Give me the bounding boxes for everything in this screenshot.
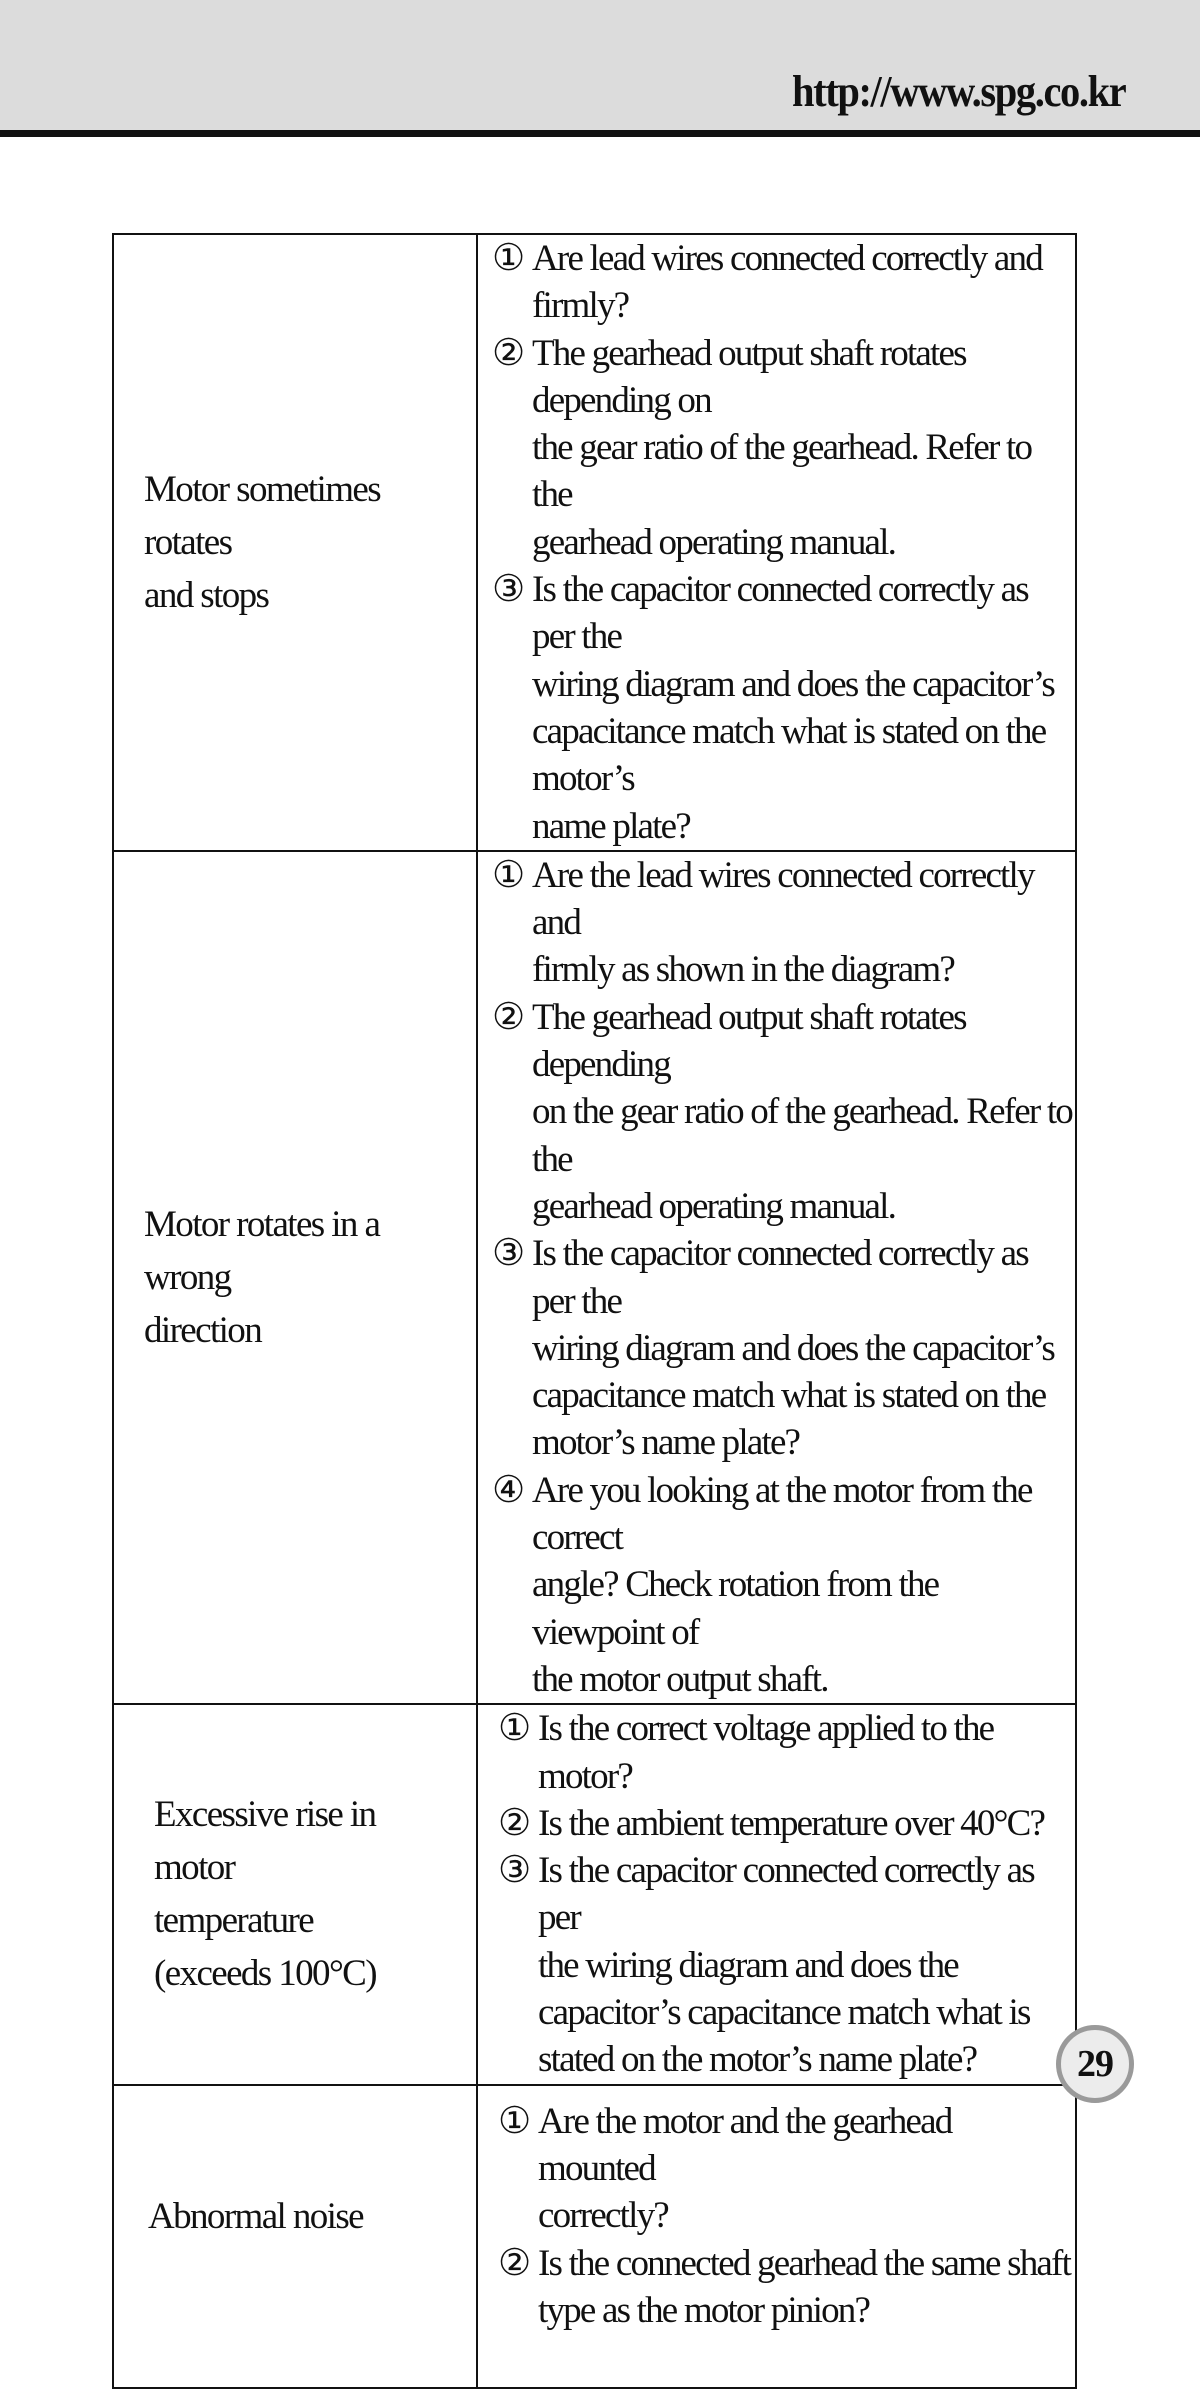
header-band bbox=[0, 0, 1200, 137]
checklist-cell bbox=[477, 1704, 1076, 2084]
symptom-cell bbox=[113, 1704, 477, 2084]
symptom-text: Abnormal noise bbox=[148, 2195, 363, 2237]
table-row bbox=[113, 1704, 1076, 2084]
item-number: ② bbox=[492, 996, 524, 1038]
checklist-cell bbox=[477, 234, 1076, 851]
check-item bbox=[498, 2240, 1075, 2335]
item-number: ③ bbox=[498, 1850, 530, 1892]
table-row bbox=[113, 234, 1076, 851]
item-number: ① bbox=[498, 2100, 530, 2142]
table-row bbox=[113, 2085, 1076, 2388]
check-item bbox=[498, 1705, 1075, 1800]
check-item bbox=[498, 1800, 1075, 1847]
checklist-cell bbox=[477, 851, 1076, 1704]
check-item bbox=[492, 566, 1075, 850]
check-text: The gearhead output shaft rotates depending on the gear ratio of the gearhead. Refer to the gearhead operating manual. bbox=[532, 332, 1032, 563]
check-text: Is the capacitor connected correctly as per the wiring diagram and does the capacitor’s capacitance match what is stated on the motor’s name plate? bbox=[538, 1850, 1034, 2081]
check-text: Are you looking at the motor from the correct angle? Check rotation from the viewpoint of the motor output shaft. bbox=[532, 1469, 1032, 1700]
item-number: ② bbox=[498, 1802, 530, 1844]
check-item bbox=[492, 1467, 1075, 1703]
check-text: Is the connected gearhead the same shaft type as the motor pinion? bbox=[538, 2242, 1071, 2332]
check-item bbox=[492, 994, 1075, 1230]
symptom-text: Excessive rise in motor temperature (exceeds 100°C) bbox=[154, 1794, 376, 1995]
symptom-cell bbox=[113, 2085, 477, 2388]
check-item bbox=[498, 2098, 1075, 2240]
website-url: http://www.spg.co.kr bbox=[791, 67, 1125, 116]
check-item bbox=[492, 330, 1075, 566]
table-row bbox=[113, 851, 1076, 1704]
symptom-text: Motor sometimes rotates and stops bbox=[144, 468, 381, 616]
check-text: Is the capacitor connected correctly as per the wiring diagram and does the capacitor’s capacitance match what is stated on the motor’s name plate? bbox=[532, 569, 1054, 847]
check-text: Are lead wires connected correctly and firmly? bbox=[532, 238, 1042, 327]
check-item bbox=[492, 852, 1075, 994]
symptom-cell bbox=[113, 234, 477, 851]
troubleshooting-table bbox=[112, 233, 1077, 2389]
check-text: The gearhead output shaft rotates depending on the gear ratio of the gearhead. Refer to the gearhead operating manual. bbox=[532, 996, 1073, 1227]
checklist-cell bbox=[477, 2085, 1076, 2388]
check-item bbox=[492, 235, 1075, 330]
check-text: Is the ambient temperature over 40°C? bbox=[538, 1802, 1045, 1844]
item-number: ① bbox=[498, 1708, 530, 1750]
item-number: ① bbox=[492, 238, 524, 279]
item-number: ③ bbox=[492, 1233, 524, 1275]
symptom-cell bbox=[113, 851, 477, 1704]
item-number: ② bbox=[492, 332, 524, 374]
item-number: ② bbox=[498, 2242, 530, 2284]
item-number: ④ bbox=[492, 1469, 524, 1511]
check-item bbox=[492, 1230, 1075, 1466]
symptom-text: Motor rotates in a wrong direction bbox=[144, 1204, 380, 1352]
page-number: 29 bbox=[1077, 2043, 1113, 2085]
check-text: Are the lead wires connected correctly and firmly as shown in the diagram? bbox=[532, 854, 1034, 991]
page-number-badge bbox=[1056, 2025, 1134, 2103]
check-text: Are the motor and the gearhead mounted correctly? bbox=[538, 2100, 952, 2237]
check-text: Is the correct voltage applied to the motor? bbox=[538, 1708, 994, 1797]
item-number: ① bbox=[492, 854, 524, 896]
check-item bbox=[498, 1847, 1075, 2083]
item-number: ③ bbox=[492, 569, 524, 611]
check-text: Is the capacitor connected correctly as per the wiring diagram and does the capacitor’s capacitance match what is stated on the motor’s name plate? bbox=[532, 1233, 1054, 1464]
